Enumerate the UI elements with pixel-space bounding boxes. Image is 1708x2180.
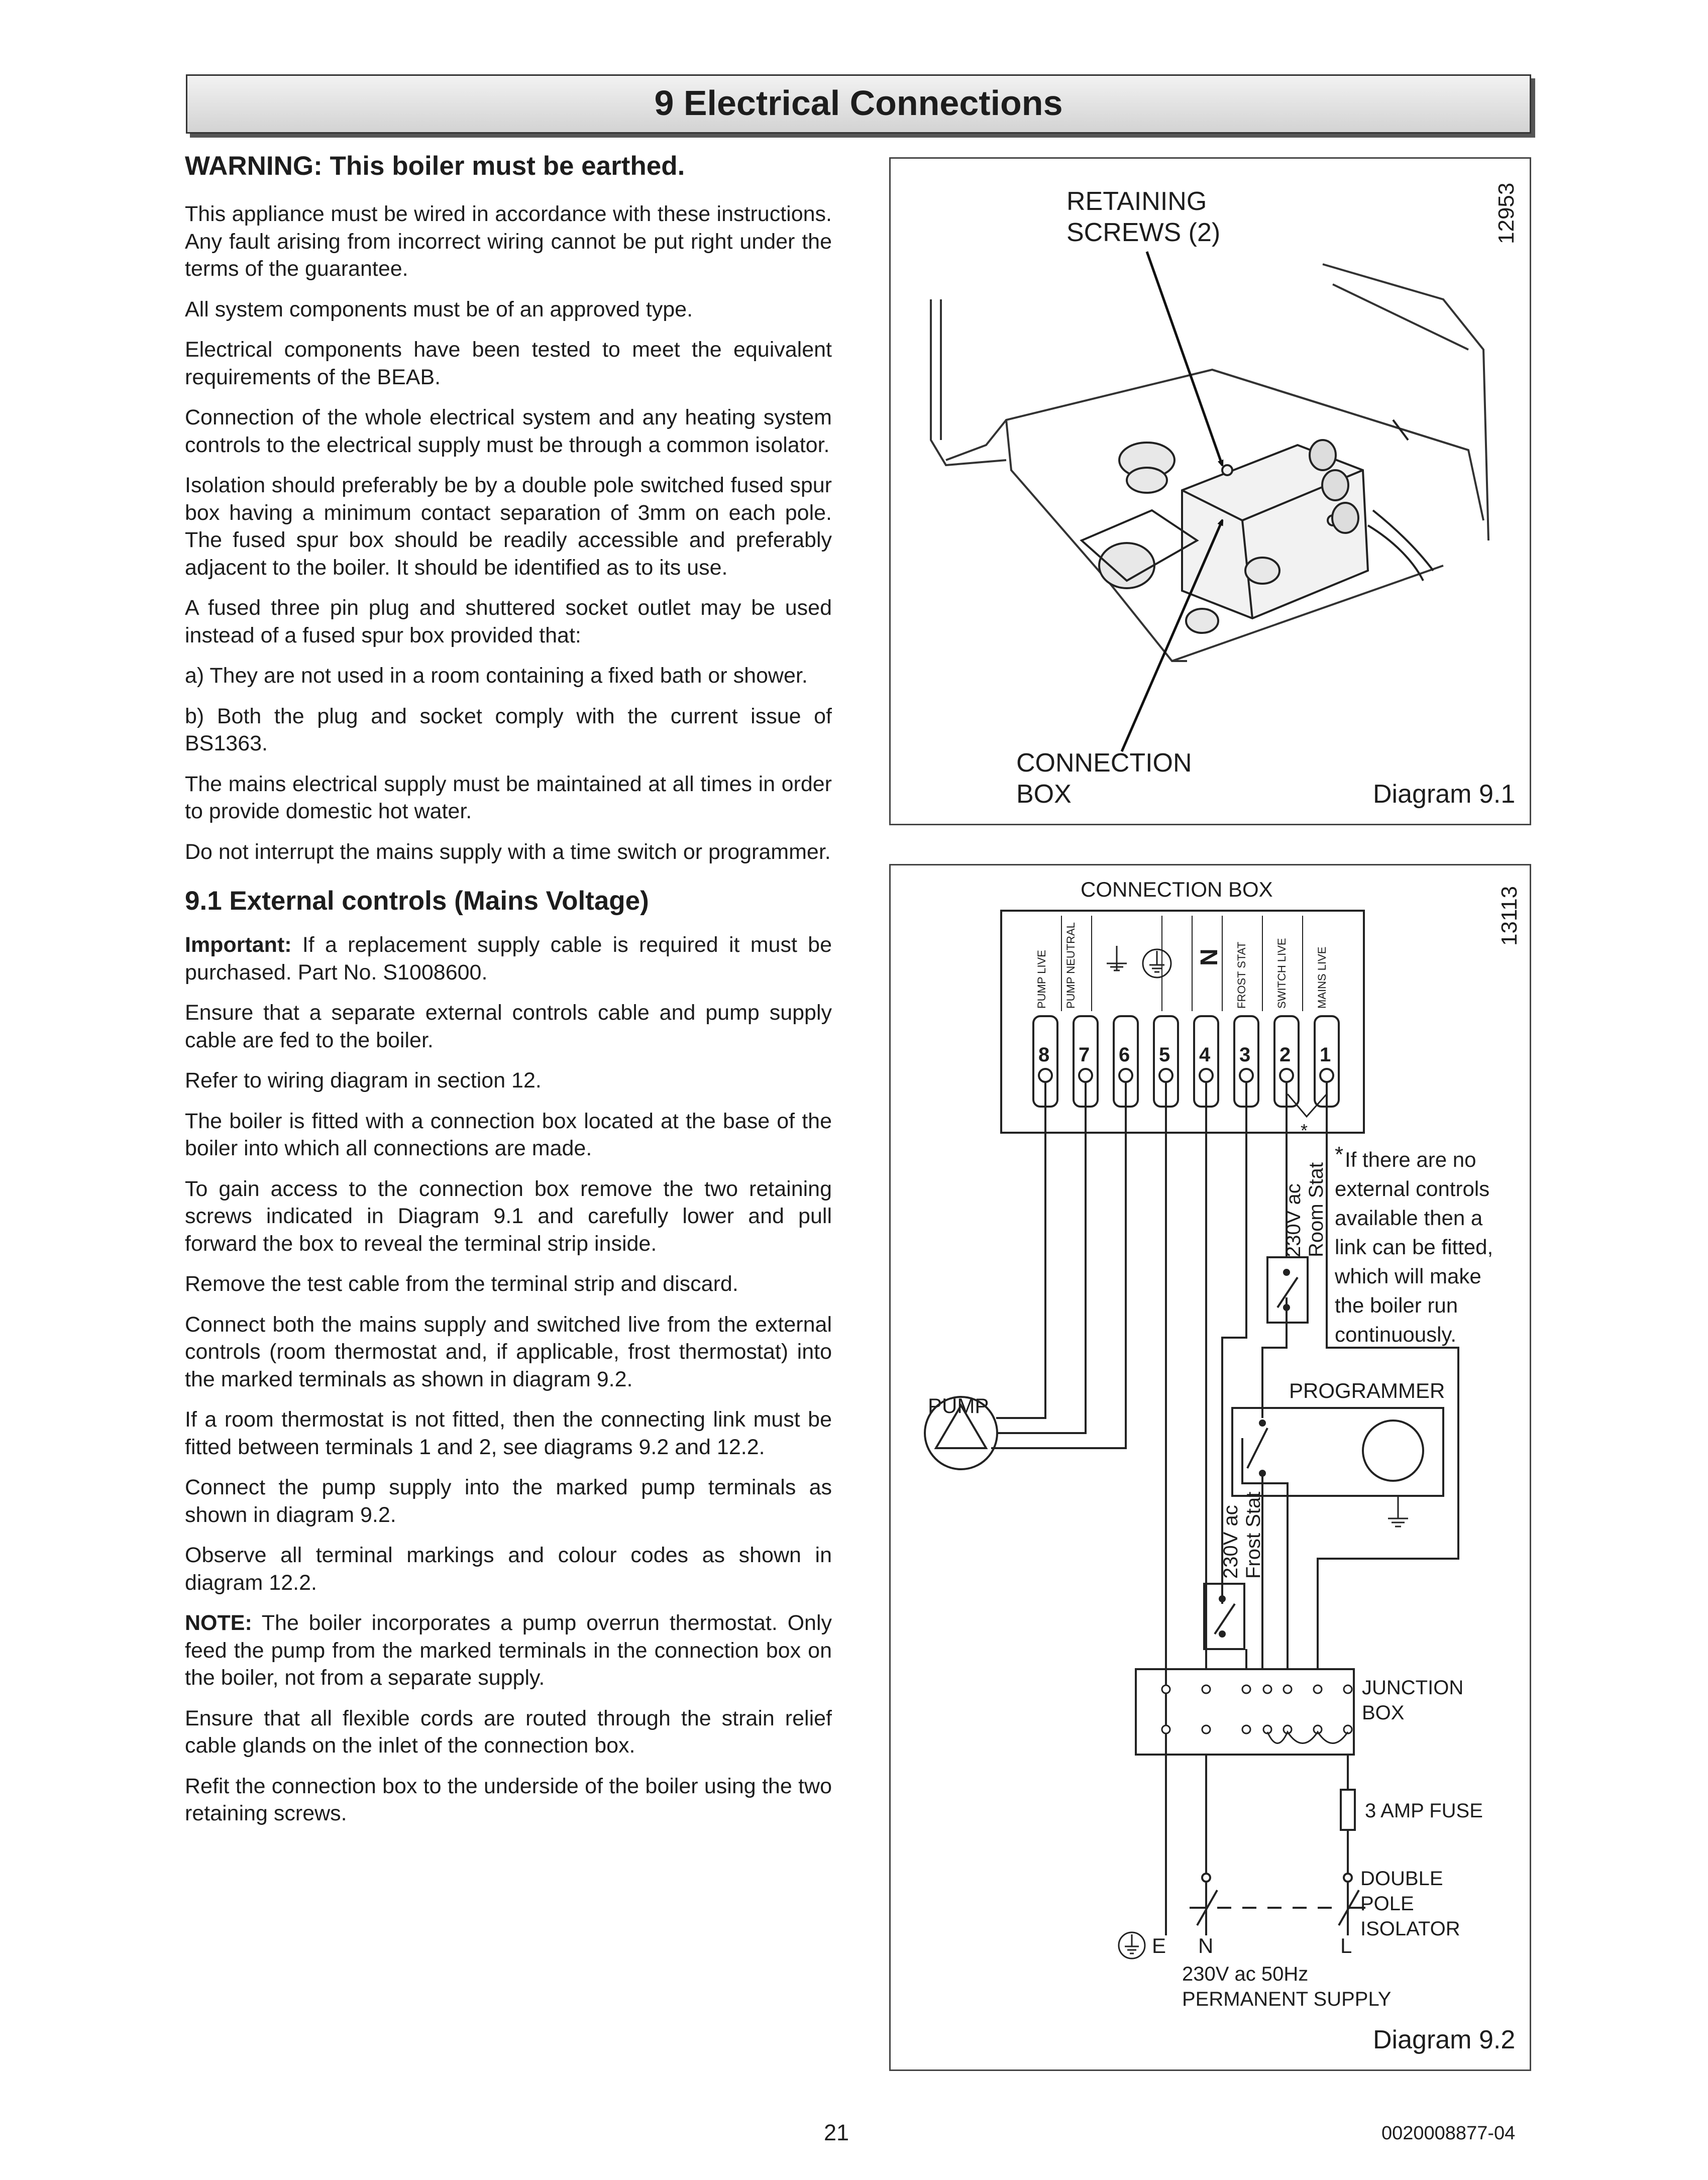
programmer-label: PROGRAMMER: [1289, 1379, 1445, 1402]
terminal-label-mains-live: MAINS LIVE: [1316, 946, 1328, 1009]
link-note: which will make: [1335, 1264, 1481, 1288]
terminal-number-3: 3: [1239, 1044, 1251, 1066]
paragraph: a) They are not used in a room containing a fixed bath or shower.: [185, 664, 808, 688]
paragraph: Connect both the mains supply and switched live from the external controls (room thermostat and, if applicable, frost thermostat) into the marked terminals as shown in diagram 9.2.: [185, 1312, 832, 1391]
document-code: 0020008877-04: [1381, 2123, 1516, 2144]
earth-icon: [1107, 946, 1127, 971]
diagram-code: 13113: [1497, 886, 1522, 946]
frost-stat-label-line2: Frost Stat: [1242, 1491, 1264, 1579]
section-header: [186, 74, 1531, 134]
terminal-number-5: 5: [1159, 1044, 1170, 1066]
terminal-number-7: 7: [1079, 1044, 1090, 1066]
connection-box-title: CONNECTION BOX: [1081, 878, 1273, 901]
link-note: link can be fitted,: [1335, 1235, 1493, 1259]
diagram-caption: Diagram 9.1: [1373, 780, 1516, 809]
terminal-label-frost-stat: FROST STAT: [1235, 941, 1248, 1009]
page-number: 21: [824, 2120, 849, 2145]
note-paragraph: [185, 1609, 832, 1692]
terminal-number-8: 8: [1038, 1044, 1050, 1066]
link-note: external controls: [1335, 1177, 1490, 1201]
boiler-underside-illustration: [891, 159, 1530, 824]
pump-label: PUMP: [928, 1394, 989, 1418]
retaining-screws-label: RETAINING: [1066, 187, 1207, 216]
terminal-label-pump-live: PUMP LIVE: [1035, 950, 1048, 1009]
paragraph: This appliance must be wired in accordance with these instructions. Any fault arising from incorrect wiring cannot be put right under the terms of the guarantee.: [185, 202, 832, 281]
paragraph: A fused three pin plug and shuttered socket outlet may be used instead of a fused spur box provided that:: [185, 596, 832, 647]
note-label: NOTE:: [185, 1611, 252, 1635]
retaining-screws-arrow: [1147, 252, 1222, 465]
junction-box-label: JUNCTION: [1362, 1677, 1464, 1699]
fuse-icon: [1341, 1790, 1355, 1830]
connection-box-label-line2: BOX: [1016, 780, 1072, 809]
link-note: continuously.: [1335, 1323, 1457, 1346]
junction-box: [1136, 1669, 1354, 1755]
isolator-label: POLE: [1360, 1893, 1414, 1915]
paragraph: Refit the connection box to the underside of the boiler using the two retaining screws.: [185, 1774, 832, 1825]
supply-earth-icon: [1119, 1932, 1145, 1958]
programmer-earth-icon: [1388, 1496, 1408, 1527]
warning-heading: WARNING: This boiler must be earthed.: [185, 151, 685, 181]
junction-links: [1267, 1732, 1348, 1743]
supply-rating: 230V ac 50Hz: [1182, 1963, 1309, 1985]
wires: [1368, 420, 1433, 581]
paragraph: Ensure that all flexible cords are routed through the strain relief cable glands on the inlet of the connection box.: [185, 1706, 832, 1758]
diagram-caption: Diagram 9.2: [1373, 2025, 1516, 2054]
section-title: 9 Electrical Connections: [654, 83, 1063, 123]
supply-type: PERMANENT SUPPLY: [1182, 1988, 1392, 2010]
link-note: available then a: [1335, 1206, 1483, 1230]
fuse-label: 3 AMP FUSE: [1365, 1800, 1483, 1822]
diagram-9-2: [889, 864, 1531, 2071]
paragraph: To gain access to the connection box remove the two retaining screws indicated in Diagram 9.1 and carefully lower and pull forward the box to reveal the terminal strip inside.: [185, 1176, 832, 1256]
link-note: the boiler run: [1335, 1293, 1458, 1317]
link-note-asterisk: *: [1335, 1142, 1344, 1167]
diagram-9-1: [889, 157, 1531, 825]
terminal-number-2: 2: [1279, 1044, 1291, 1066]
important-text: If a replacement supply cable is required it must be purchased. Part No. S1008600.: [185, 933, 832, 985]
paragraph: Electrical components have been tested to meet the equivalent requirements of the BEAB.: [185, 338, 832, 389]
isolator-label: ISOLATOR: [1360, 1918, 1460, 1940]
wiring-diagram: [891, 865, 1530, 2069]
paragraph: Ensure that a separate external controls cable and pump supply cable are fed to the boiler.: [185, 1001, 832, 1052]
terminal-number-4: 4: [1199, 1044, 1211, 1066]
terminal-number-1: 1: [1320, 1044, 1331, 1066]
junction-box-label-line2: BOX: [1362, 1702, 1405, 1724]
note-text: The boiler incorporates a pump overrun thermostat. Only feed the pump from the marked terminals in the connection box on the boiler, not from a separate supply.: [185, 1611, 832, 1690]
junction-terminals: [1162, 1685, 1352, 1733]
paragraph: Connect the pump supply into the marked pump terminals as shown in diagram 9.2.: [185, 1475, 832, 1527]
paragraph: Connection of the whole electrical system and any heating system controls to the electrical supply must be through a common isolator.: [185, 405, 832, 457]
instructions-column: [185, 151, 832, 1840]
important-label: Important:: [185, 933, 292, 957]
paragraph: Observe all terminal markings and colour codes as shown in diagram 12.2.: [185, 1543, 832, 1595]
isolator-label: DOUBLE: [1360, 1868, 1443, 1890]
room-stat-label-line2: Room Stat: [1305, 1162, 1327, 1257]
terminal-label-pump-neutral: PUMP NEUTRAL: [1064, 922, 1077, 1009]
room-stat-label: 230V ac: [1283, 1183, 1305, 1257]
paragraph: Do not interrupt the mains supply with a time switch or programmer.: [185, 839, 831, 864]
neutral-symbol: N: [1196, 948, 1223, 966]
paragraph: All system components must be of an approved type.: [185, 297, 693, 321]
terminal-number-6: 6: [1119, 1044, 1130, 1066]
frost-stat-label: 230V ac: [1220, 1505, 1242, 1579]
paragraph: The mains electrical supply must be maintained at all times in order to provide domestic hot water.: [185, 772, 832, 823]
paragraph: Remove the test cable from the terminal strip and discard.: [185, 1272, 738, 1296]
diagram-code: 12953: [1494, 182, 1519, 244]
paragraph: Refer to wiring diagram in section 12.: [185, 1068, 542, 1093]
link-note: If there are no: [1345, 1148, 1476, 1171]
retaining-screws-label-line2: SCREWS (2): [1066, 218, 1221, 247]
supply-earth-label: E: [1152, 1934, 1166, 1957]
subsection-heading: 9.1 External controls (Mains Voltage): [185, 886, 649, 916]
paragraph: b) Both the plug and socket comply with the current issue of BS1363.: [185, 704, 832, 755]
isolator-switch: [1190, 1874, 1365, 1925]
paragraph: If a room thermostat is not fitted, then the connecting link must be fitted between terminals 1 and 2, see diagrams 9.2 and 12.2.: [185, 1407, 832, 1459]
supply-live-label: L: [1340, 1934, 1352, 1957]
protective-earth-icon: [1143, 949, 1171, 977]
paragraph: The boiler is fitted with a connection box located at the base of the boiler into which all connections are made.: [185, 1109, 832, 1160]
paragraph: Isolation should preferably be by a double pole switched fused spur box having a minimum contact separation of 3mm on each pole. The fused spur box should be readily accessible and preferably adjacent to the boiler. It should be identified as to its use.: [185, 473, 832, 580]
connection-box-label: CONNECTION: [1016, 748, 1192, 778]
terminal-label-switch-live: SWITCH LIVE: [1275, 938, 1288, 1009]
supply-neutral-label: N: [1198, 1934, 1214, 1957]
frost-stat-switch: [1204, 1584, 1244, 1649]
important-paragraph: [185, 931, 832, 986]
link-asterisk: *: [1301, 1120, 1308, 1141]
